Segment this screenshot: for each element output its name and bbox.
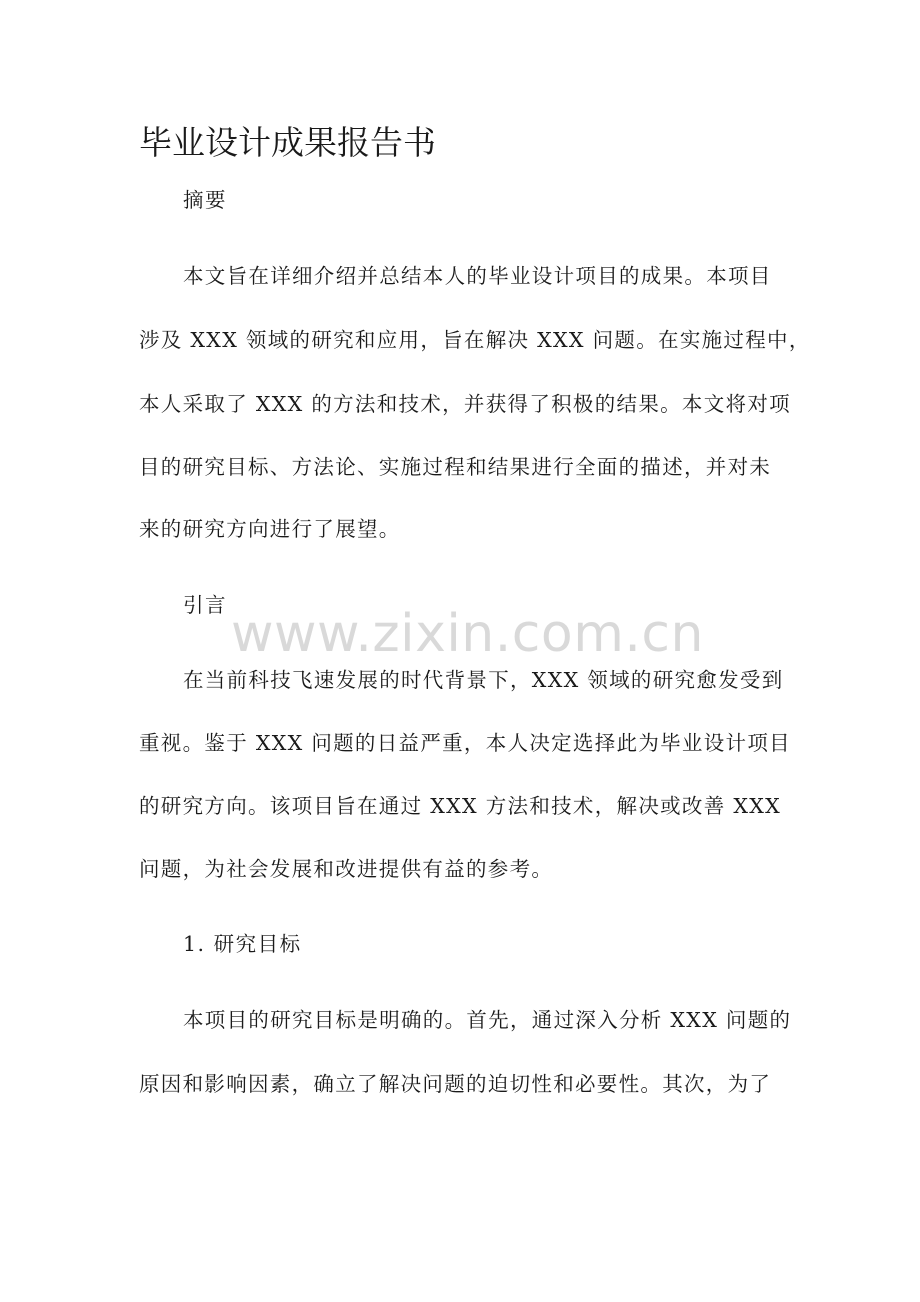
abstract-line: 目的研究目标、方法论、实施过程和结果进行全面的描述，并对未 [139, 455, 772, 479]
abstract-line: 涉及 XXX 领域的研究和应用，旨在解决 XXX 问题。在实施过程中， [139, 328, 811, 352]
intro-line: 的研究方向。该项目旨在通过 XXX 方法和技术，解决或改善 XXX [139, 794, 782, 818]
section1-line: 本项目的研究目标是明确的。首先，通过深入分析 XXX 问题的 [183, 1008, 792, 1032]
abstract-line: 本文旨在详细介绍并总结本人的毕业设计项目的成果。本项目 [183, 264, 772, 288]
intro-line: 重视。鉴于 XXX 问题的日益严重，本人决定选择此为毕业设计项目 [139, 731, 791, 755]
section1-line: 原因和影响因素，确立了解决问题的迫切性和必要性。其次，为了 [139, 1072, 772, 1096]
abstract-line: 本人采取了 XXX 的方法和技术，并获得了积极的结果。本文将对项 [139, 392, 791, 416]
intro-heading: 引言 [183, 593, 227, 617]
abstract-heading: 摘要 [183, 188, 227, 212]
intro-line: 在当前科技飞速发展的时代背景下，XXX 领域的研究愈发受到 [183, 668, 784, 692]
intro-line: 问题，为社会发展和改进提供有益的参考。 [139, 857, 554, 881]
document-title: 毕业设计成果报告书 [139, 123, 436, 162]
watermark: www.zixin.com.cn [231, 604, 704, 664]
abstract-line: 来的研究方向进行了展望。 [139, 517, 401, 541]
section1-heading: 1. 研究目标 [183, 932, 302, 956]
